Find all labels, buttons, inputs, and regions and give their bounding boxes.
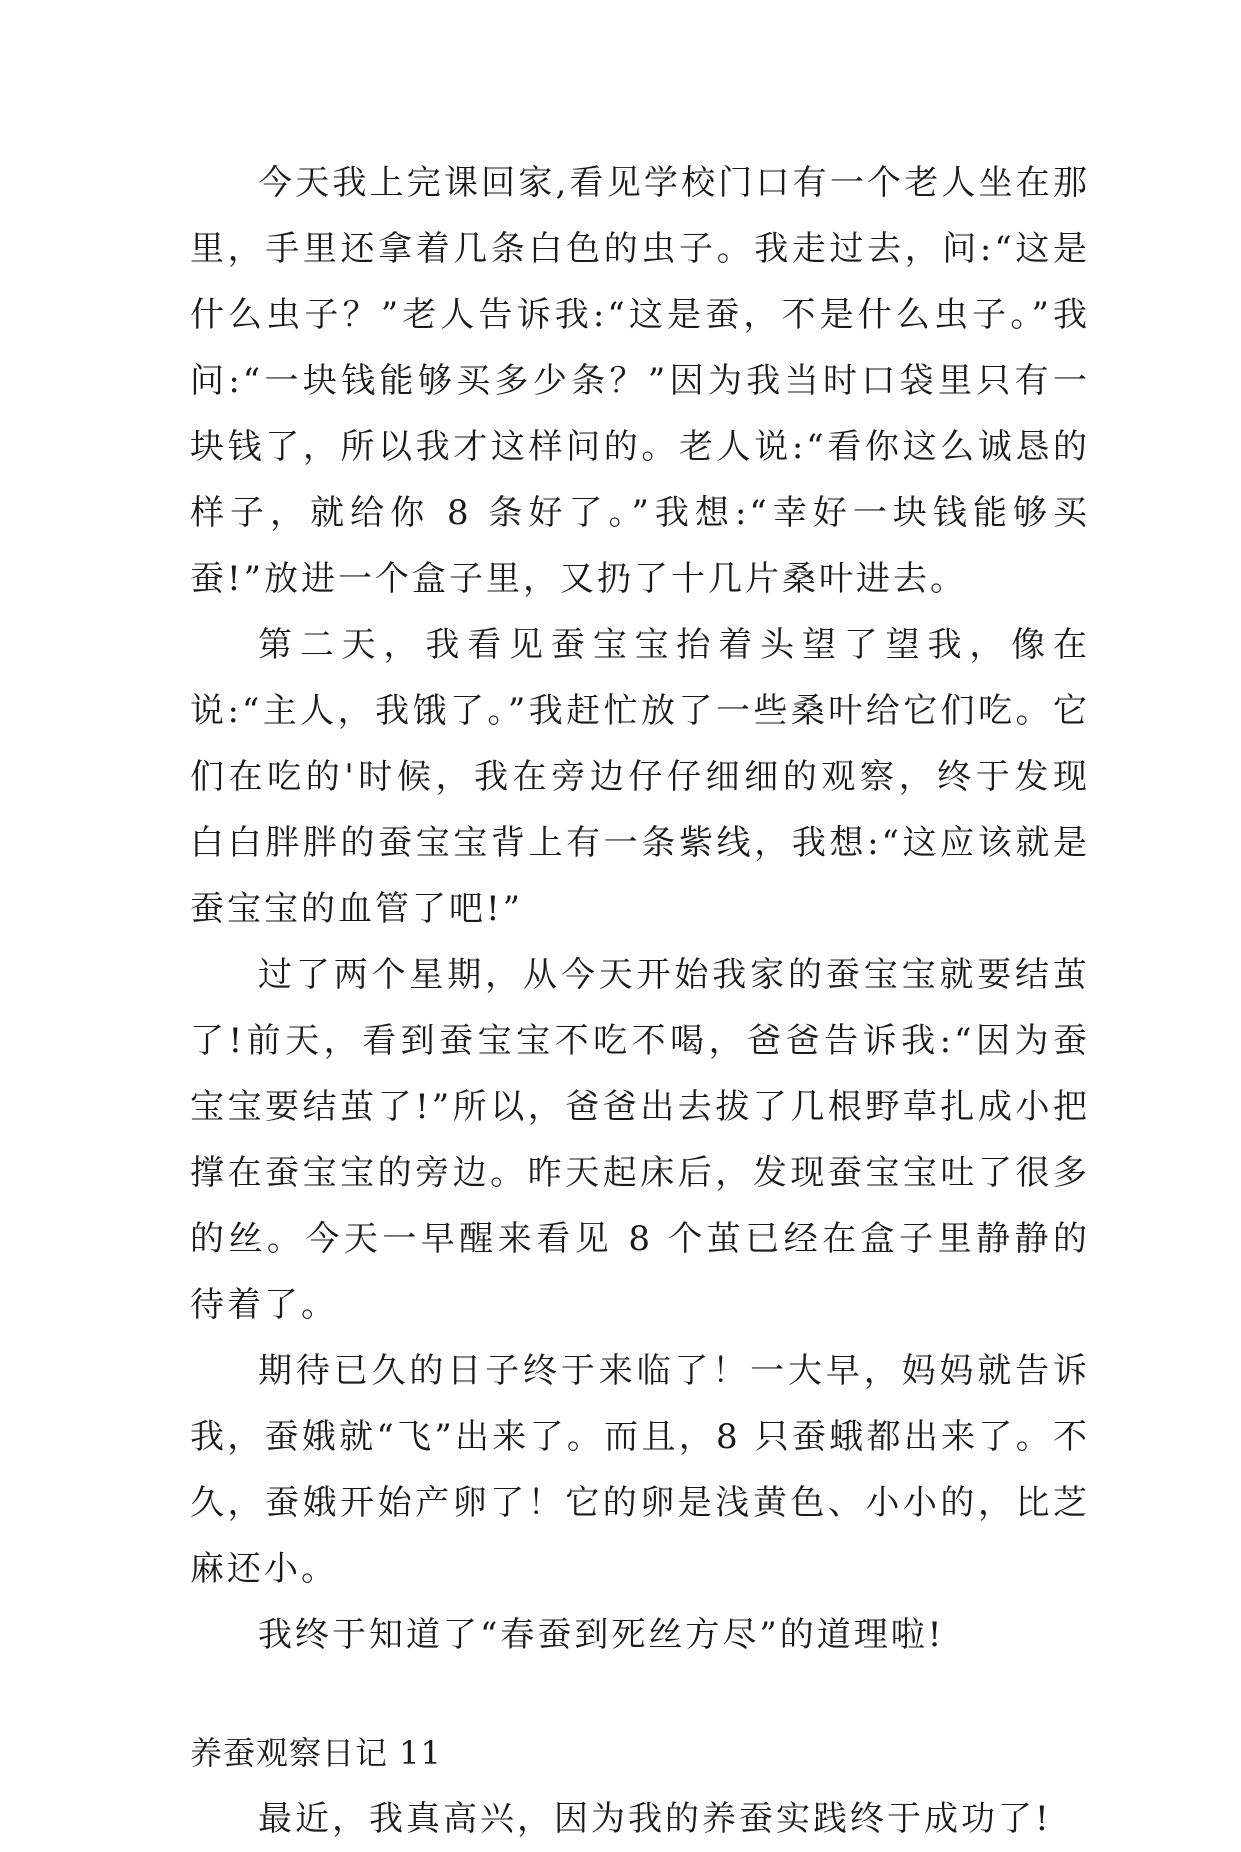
section-heading: 养蚕观察日记 11 [190, 1734, 442, 1772]
paragraph-next-entry: 最近，我真高兴，因为我的养蚕实践终于成功了! [258, 1799, 1052, 1839]
paragraph-conclusion: 我终于知道了“春蚕到死丝方尽”的道理啦! [258, 1615, 945, 1655]
paragraph-second-day: 第二天，我看见蚕宝宝抬着头望了望我，像在说:“主人，我饿了。”我赶忙放了一些桑叶给它们吃。它们在吃的'时候，我在旁边仔仔细细的观察，终于发现白白胖胖的蚕宝宝背上有一条紫线，我想:“这应该就是蚕宝宝的血管了吧!” [190, 625, 1090, 929]
paragraph-buying-silkworms: 今天我上完课回家,看见学校门口有一个老人坐在那里，手里还拿着几条白色的虫子。我走过去，问:“这是什么虫子？”老人告诉我:“这是蚕，不是什么虫子。”我问:“一块钱能够买多少条？”因为我当时口袋里只有一块钱了，所以我才这样问的。老人说:“看你这么诚恳的样子，就给你 8 条好了。”我想:“幸好一块钱能够买蚕!”放进一个盒子里，又扔了十几片桑叶进去。 [190, 163, 1090, 599]
paragraph-moths: 期待已久的日子终于来临了！一大早，妈妈就告诉我，蚕娥就“飞”出来了。而且，8 只蚕蛾都出来了。不久，蚕娥开始产卵了！它的卵是浅黄色、小小的，比芝麻还小。 [190, 1351, 1090, 1589]
document-body [190, 150, 1090, 1852]
paragraph-cocoons: 过了两个星期，从今天开始我家的蚕宝宝就要结茧了!前天，看到蚕宝宝不吃不喝，爸爸告诉我:“因为蚕宝宝要结茧了!”所以，爸爸出去拔了几根野草扎成小把撑在蚕宝宝的旁边。昨天起床后，发现蚕宝宝吐了很多的丝。今天一早醒来看见 8 个茧已经在盒子里静静的待着了。 [190, 955, 1090, 1325]
